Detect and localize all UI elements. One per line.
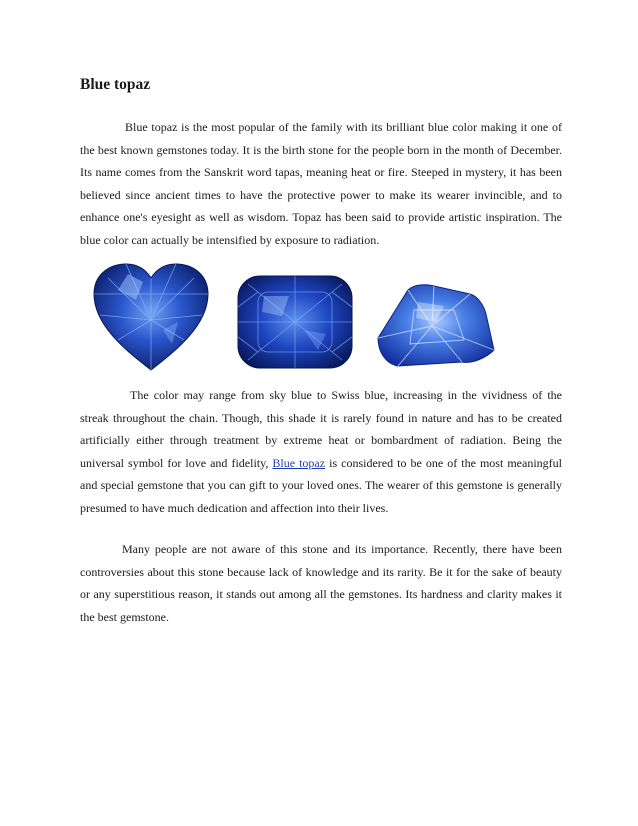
cushion-gem-image — [234, 272, 356, 372]
trillion-gem-image — [374, 280, 498, 370]
heart-gem-image — [88, 260, 214, 376]
blue-topaz-link[interactable]: Blue topaz — [272, 455, 326, 470]
paragraph-color — [80, 384, 562, 520]
paragraph-color-text-before: The color may range from sky blue to Swiss blue, increasing in the vividness of the streak throughout the chain. Though, this shade it is rarely found in nature and has to be created artificially either through treatment by extreme heat or bombardment of radiation. Being the universal symbol for love and fidelity, — [80, 388, 562, 470]
paragraph-intro: Blue topaz is the most popular of the family with its brilliant blue color making it one of the best known gemstones today. It is the birth stone for the people born in the month of December. Its name comes from the Sanskrit word tapas, meaning heat or fire. Steeped in mystery, it has been believed since ancient times to have the protective power to make its wearer invincible, and to enhance one's eyesight as well as wisdom. Topaz has been said to provide artistic inspiration. The blue color can actually be intensified by exposure to radiation. — [80, 120, 562, 247]
paragraph-color-text-after: is considered to be one of the most meaningful and special gemstone that you can gift to your loved ones. The wearer of this gemstone is generally presumed to have much dedication and affection into their lives. — [80, 455, 562, 515]
gem-images-row — [88, 258, 508, 376]
document-title: Blue topaz — [80, 76, 151, 93]
paragraph-awareness: Many people are not aware of this stone and its importance. Recently, there have been controversies about this stone because lack of knowledge and its rarity. Be it for the sake of beauty or any superstitious reason, it stands out among all the gemstones. Its hardness and clarity makes it the best gemstone. — [80, 542, 562, 624]
